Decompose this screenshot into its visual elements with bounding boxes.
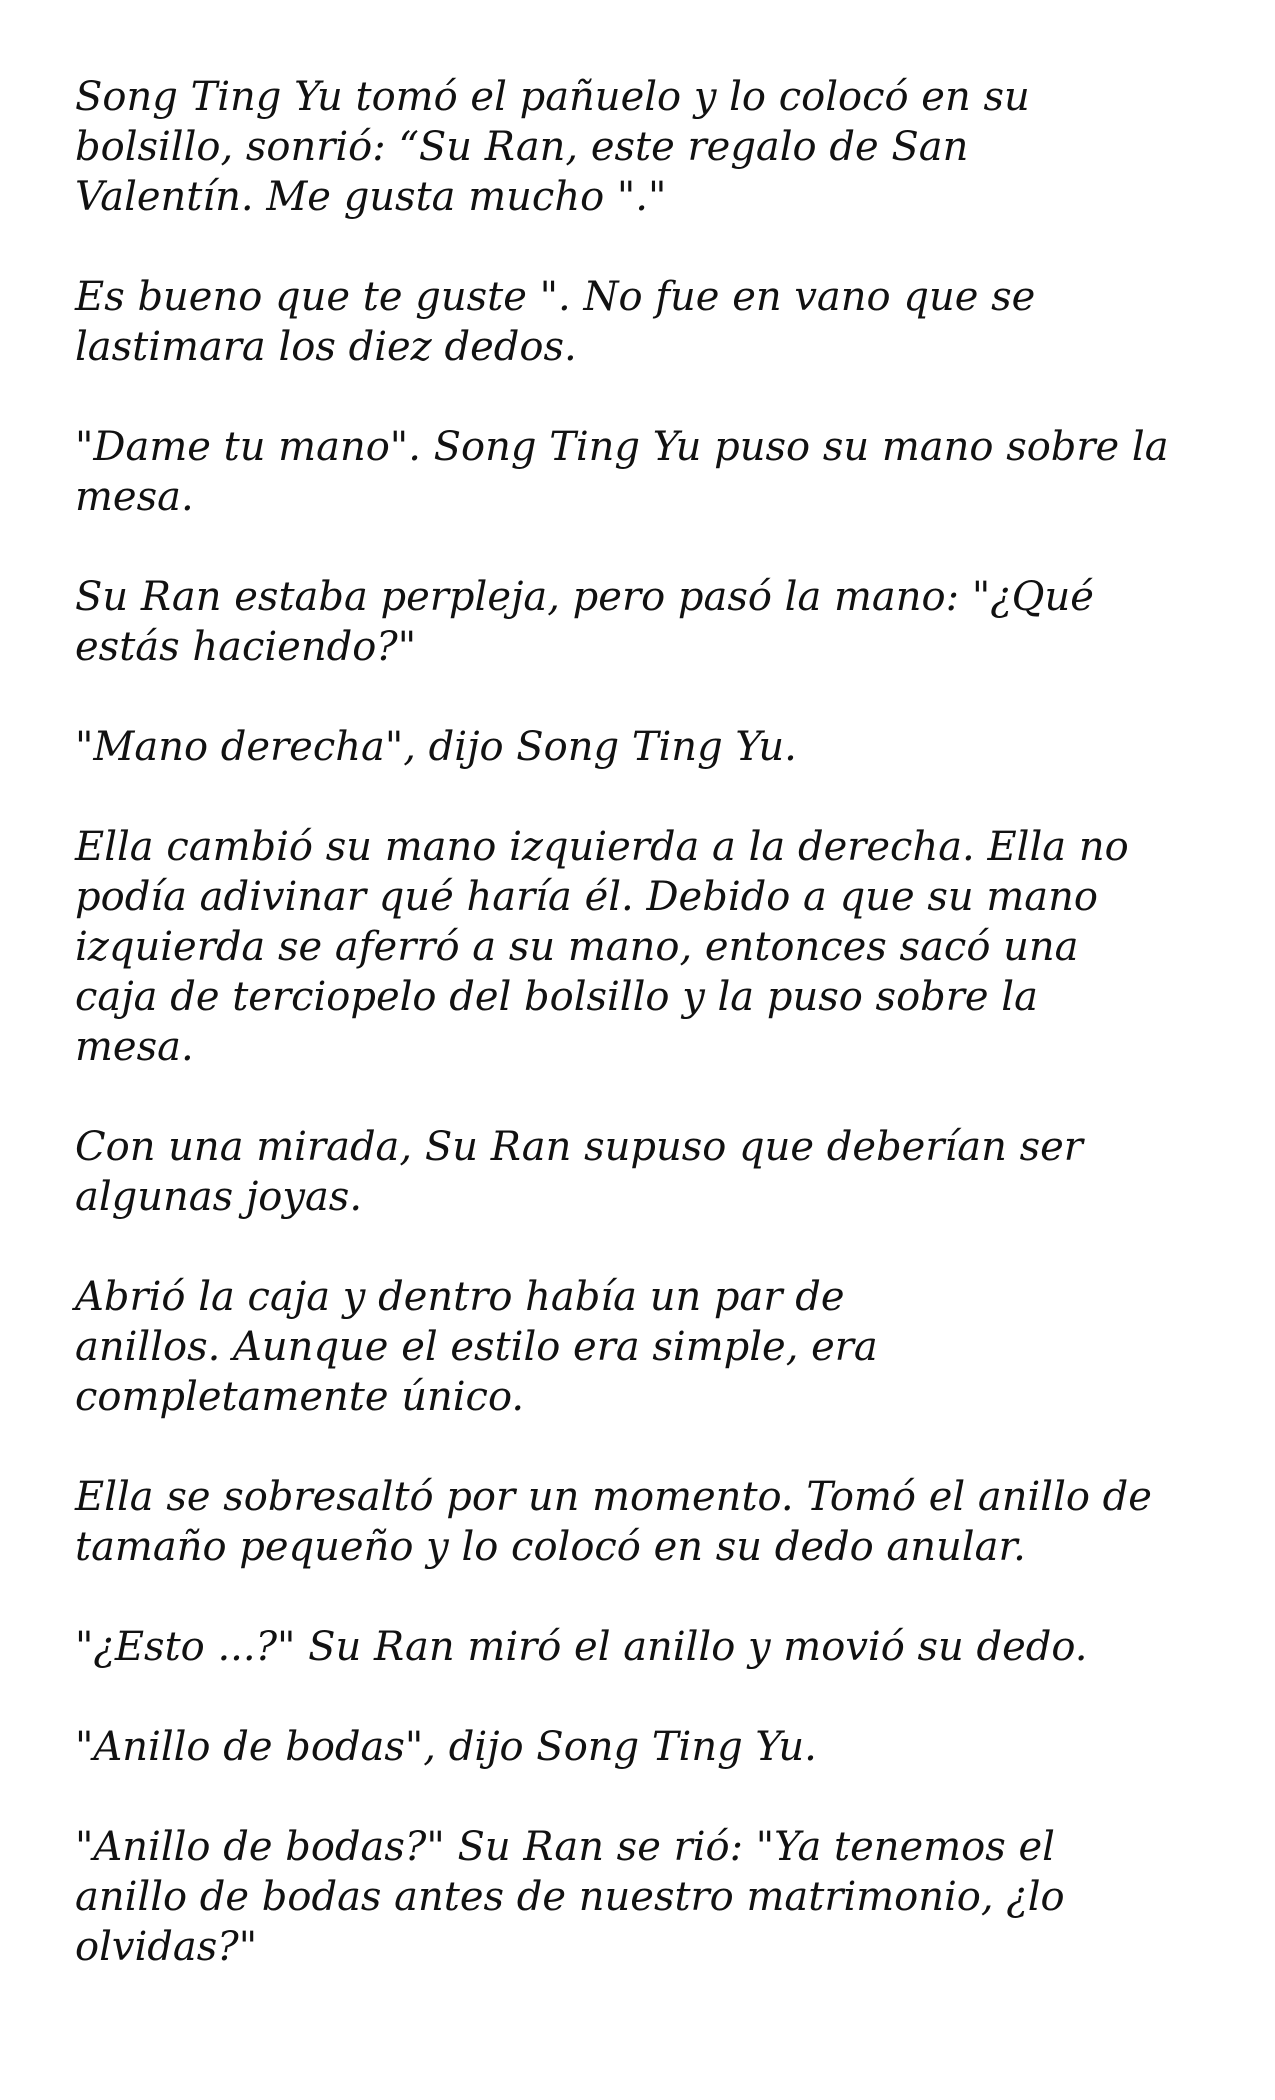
text-line: "Mano derecha", dijo Song Ting Yu. [75, 724, 797, 770]
text-line: anillos. Aunque el estilo era simple, era [75, 1324, 878, 1370]
paragraph [75, 722, 1215, 772]
text-line: mesa. [75, 1024, 194, 1070]
text-line: mesa. [75, 474, 194, 520]
text-line: "Dame tu mano". Song Ting Yu puso su mano sobre la [75, 424, 1169, 470]
text-line: estás haciendo?" [75, 624, 417, 670]
paragraph [75, 1472, 1215, 1572]
text-line: Ella se sobresaltó por un momento. Tomó el anillo de [75, 1474, 1152, 1520]
text-line: olvidas?" [75, 1924, 258, 1970]
text-line: Su Ran estaba perpleja, pero pasó la mano: "¿Qué [75, 574, 1094, 620]
text-line: completamente único. [75, 1374, 525, 1420]
paragraph [75, 822, 1215, 1072]
paragraph [75, 1122, 1215, 1222]
paragraph [75, 72, 1215, 222]
text-line: algunas joyas. [75, 1174, 363, 1220]
text-line: podía adivinar qué haría él. Debido a que su mano [75, 874, 1098, 920]
paragraph [75, 272, 1215, 372]
text-line: bolsillo, sonrió: “Su Ran, este regalo de San [75, 124, 969, 170]
text-line: tamaño pequeño y lo colocó en su dedo anular. [75, 1524, 1026, 1570]
paragraph [75, 1622, 1215, 1672]
paragraph [75, 572, 1215, 672]
paragraph [75, 1722, 1215, 1772]
paragraph [75, 422, 1215, 522]
text-line: Abrió la caja y dentro había un par de [75, 1274, 845, 1320]
text-line: caja de terciopelo del bolsillo y la puso sobre la [75, 974, 1038, 1020]
text-line: Valentín. Me gusta mucho "." [75, 174, 667, 220]
story-page [75, 72, 1215, 1972]
text-line: Con una mirada, Su Ran supuso que deberían ser [75, 1124, 1083, 1170]
text-line: anillo de bodas antes de nuestro matrimonio, ¿lo [75, 1874, 1065, 1920]
text-line: "Anillo de bodas?" Su Ran se rió: "Ya tenemos el [75, 1824, 1055, 1870]
text-line: Song Ting Yu tomó el pañuelo y lo colocó en su [75, 74, 1030, 120]
paragraph [75, 1822, 1215, 1972]
text-line: Es bueno que te guste ". No fue en vano que se [75, 274, 1036, 320]
text-line: Ella cambió su mano izquierda a la derecha. Ella no [75, 824, 1129, 870]
text-line: "Anillo de bodas", dijo Song Ting Yu. [75, 1724, 817, 1770]
text-line: "¿Esto ...?" Su Ran miró el anillo y movió su dedo. [75, 1624, 1088, 1670]
paragraph [75, 1272, 1215, 1422]
text-line: izquierda se aferró a su mano, entonces sacó una [75, 924, 1079, 970]
text-line: lastimara los diez dedos. [75, 324, 577, 370]
